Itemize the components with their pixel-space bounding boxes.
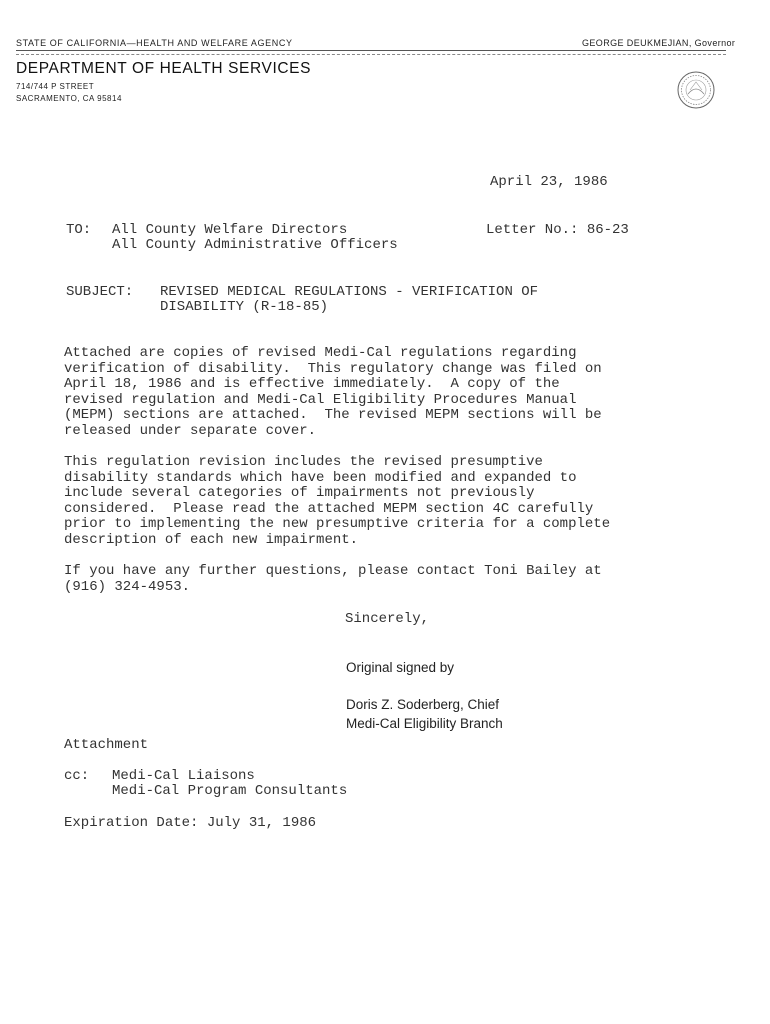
attachment-label: Attachment	[64, 737, 149, 753]
body-paragraph-3	[64, 564, 684, 595]
recipient-line: All County Welfare Directors	[112, 222, 348, 238]
body-line: prior to implementing the new presumptive criteria for a complete	[64, 516, 611, 532]
recipient-line: All County Administrative Officers	[112, 237, 398, 253]
subject-line: DISABILITY (R-18-85)	[160, 299, 329, 315]
agency-line: STATE OF CALIFORNIA—HEALTH AND WELFARE AGENCY	[16, 38, 293, 48]
signer-name: Doris Z. Soderberg, Chief	[346, 697, 500, 712]
body-line: verification of disability. This regulatory change was filed on	[64, 360, 602, 377]
cc-recipient: Medi-Cal Program Consultants	[112, 783, 348, 799]
body-paragraph-2	[64, 455, 684, 548]
body-line: This regulation revision includes the revised presumptive	[64, 454, 543, 470]
body-line: (MEPM) sections are attached. The revised MEPM sections will be	[64, 407, 602, 423]
address-street: 714/744 P STREET	[16, 82, 95, 91]
header-rule	[16, 50, 726, 51]
body-line: revised regulation and Medi-Cal Eligibility Procedures Manual	[64, 391, 577, 408]
body-line: released under separate cover.	[64, 422, 317, 439]
body-paragraph-1	[64, 346, 684, 439]
subject-line: REVISED MEDICAL REGULATIONS - VERIFICATION OF	[160, 284, 539, 300]
state-seal-icon	[676, 70, 716, 110]
signer-title: Medi-Cal Eligibility Branch	[346, 716, 503, 731]
cc-recipient: Medi-Cal Liaisons	[112, 768, 255, 784]
body-line: Attached are copies of revised Medi-Cal regulations regarding	[64, 345, 577, 361]
body-line: considered. Please read the attached MEPM section 4C carefully	[64, 500, 594, 517]
original-signed-note: Original signed by	[346, 660, 455, 675]
cc-label: cc:	[64, 768, 90, 784]
body-line: disability standards which have been modified and expanded to	[64, 469, 577, 486]
letter-number: Letter No.: 86-23	[486, 222, 629, 238]
body-line: April 18, 1986 and is effective immediately. A copy of the	[64, 376, 560, 392]
subject-label: SUBJECT:	[66, 284, 134, 300]
body-line: include several categories of impairments not previously	[64, 485, 535, 501]
expiration-date: Expiration Date: July 31, 1986	[64, 815, 317, 831]
department-name: DEPARTMENT OF HEALTH SERVICES	[16, 60, 312, 77]
to-label: TO:	[66, 222, 92, 238]
address-city: SACRAMENTO, CA 95814	[16, 94, 122, 103]
governor-line: GEORGE DEUKMEJIAN, Governor	[582, 38, 736, 48]
body-line: If you have any further questions, please contact Toni Bailey at	[64, 563, 602, 579]
closing-sincerely: Sincerely,	[345, 611, 430, 627]
letter-date: April 23, 1986	[490, 174, 608, 190]
body-line: description of each new impairment.	[64, 531, 359, 548]
body-line: (916) 324-4953.	[64, 578, 191, 595]
header-rule-dashed	[16, 54, 726, 55]
